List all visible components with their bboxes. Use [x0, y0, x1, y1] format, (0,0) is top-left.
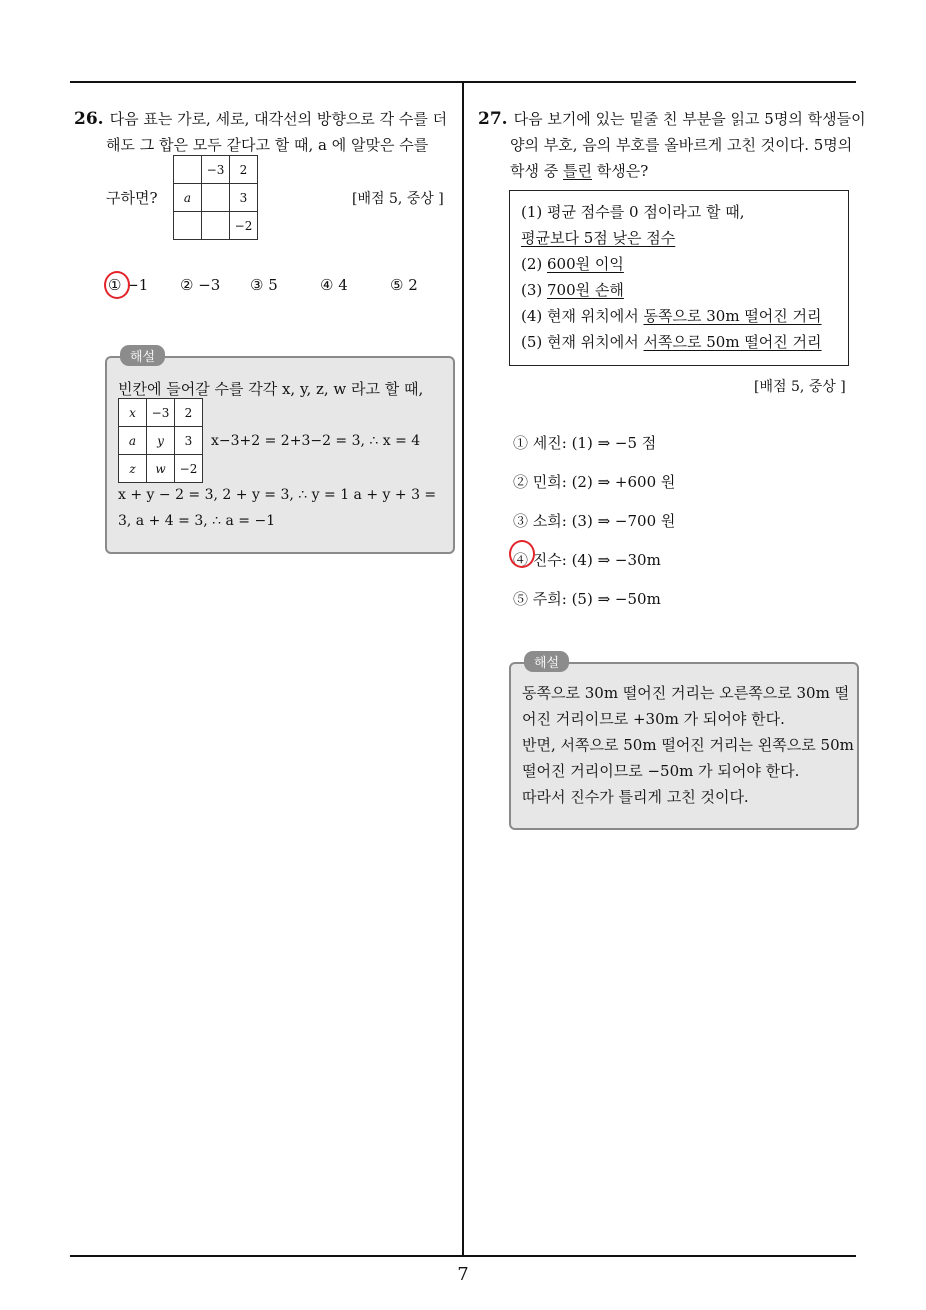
q26-score-meta: [배점 5, 중상 ]: [352, 191, 444, 207]
box-line5a: (4) 현재 위치에서: [521, 307, 644, 325]
q27-text-wrong: 틀린: [563, 162, 592, 180]
q26-solution-tag: 해설: [120, 345, 165, 366]
q26-cell: [174, 156, 202, 184]
answer-mark-circle: [104, 271, 130, 299]
q26-grid: [173, 155, 258, 240]
q26-cell: 2: [230, 156, 258, 184]
q26-text-line3: 구하면?: [106, 189, 158, 207]
sol-cell: y: [147, 427, 175, 455]
sol-cell: x: [119, 399, 147, 427]
q27-solution-line: 어진 거리이므로 +30m 가 되어야 한다.: [522, 710, 785, 728]
q27-solution-line: 떨어진 거리이므로 −50m 가 되어야 한다.: [522, 762, 800, 780]
sol-cell: z: [119, 455, 147, 483]
q27-text-line1: 다음 보기에 있는 밑줄 친 부분을 읽고 5명의 학생들이: [513, 110, 866, 128]
q26-cell: 3: [230, 184, 258, 212]
box-line3u: 600원 이익: [547, 255, 624, 273]
sol-cell: 3: [175, 427, 203, 455]
box-line4u: 700원 손해: [547, 281, 624, 299]
q27-choice-1[interactable]: ① 세진: (1) ⇒ −5 점: [513, 434, 657, 452]
box-line2: 평균보다 5점 낮은 점수: [521, 229, 676, 247]
q26-stem: [74, 106, 456, 158]
sol-cell: w: [147, 455, 175, 483]
q26-solution-line2: x + y − 2 = 3, 2 + y = 3, ∴ y = 1 a + y + 3 =: [118, 487, 437, 503]
q27-text-line2: 양의 부호, 음의 부호를 올바르게 고친 것이다. 5명의: [510, 136, 853, 154]
box-line4a: (3): [521, 281, 548, 299]
q27-choice-3[interactable]: ③ 소희: (3) ⇒ −700 원: [513, 512, 676, 530]
q26-cell: a: [174, 184, 202, 212]
q26-solution-grid: [118, 398, 203, 483]
q26-cell: −3: [202, 156, 230, 184]
bottom-rule: [70, 1255, 856, 1257]
q26-choices: [108, 272, 458, 298]
q26-cell: [202, 184, 230, 212]
q27-solution-tag: 해설: [524, 651, 569, 672]
q26-cell: [202, 212, 230, 240]
q26-choice-3[interactable]: ③ 5: [250, 276, 278, 294]
answer-mark-circle: [509, 540, 535, 568]
q27-choice-2[interactable]: ② 민희: (2) ⇒ +600 원: [513, 473, 676, 491]
box-line5u: 동쪽으로 30m 떨어진 거리: [643, 307, 822, 325]
q27-stem: [478, 106, 866, 184]
box-line3a: (2): [521, 255, 548, 273]
q26-text-line1: 다음 표는 가로, 세로, 대각선의 방향으로 각 수를 더: [109, 110, 448, 128]
q26-cell: [174, 212, 202, 240]
sol-cell: a: [119, 427, 147, 455]
q27-number: 27.: [478, 109, 508, 129]
q27-choice-5[interactable]: ⑤ 주희: (5) ⇒ −50m: [513, 590, 661, 608]
q27-choice-4[interactable]: ④ 진수: (4) ⇒ −30m: [513, 551, 661, 569]
page-number: 7: [457, 1264, 469, 1285]
q26-choice-5[interactable]: ⑤ 2: [390, 276, 418, 294]
q27-solution-line: 반면, 서쪽으로 50m 떨어진 거리는 왼쪽으로 50m: [522, 736, 854, 754]
q26-choice-4[interactable]: ④ 4: [320, 276, 348, 294]
q27-score-meta: [배점 5, 중상 ]: [754, 379, 846, 395]
q27-example-content: [521, 199, 841, 355]
sol-cell: −3: [147, 399, 175, 427]
q27-text-line3a: 학생 중: [510, 162, 564, 180]
q26-solution-line1: 빈칸에 들어갈 수를 각각 x, y, z, w 라고 할 때,: [118, 380, 424, 398]
q27-text-line3b: 학생은?: [592, 162, 649, 180]
box-line6u: 서쪽으로 50m 떨어진 거리: [643, 333, 822, 351]
column-divider: [462, 81, 464, 1257]
box-line1: (1) 평균 점수를 0 점이라고 할 때,: [521, 203, 745, 221]
q27-choices: [513, 424, 853, 619]
q26-text-line2: 해도 그 합은 모두 같다고 할 때, a 에 알맞은 수를: [106, 136, 429, 154]
q26-choice-2[interactable]: ② −3: [180, 276, 221, 294]
box-line6a: (5) 현재 위치에서: [521, 333, 644, 351]
sol-cell: 2: [175, 399, 203, 427]
sol-cell: −2: [175, 455, 203, 483]
q26-cell: −2: [230, 212, 258, 240]
q27-solution-line: 동쪽으로 30m 떨어진 거리는 오른쪽으로 30m 떨: [522, 684, 850, 702]
q26-solution-line3: 3, a + 4 = 3, ∴ a = −1: [118, 513, 276, 529]
q26-choice-1[interactable]: ① −1: [108, 276, 149, 294]
q26-solution-eq1: x−3+2 = 2+3−2 = 3, ∴ x = 4: [211, 433, 421, 449]
q27-solution-text: [522, 680, 852, 810]
q26-number: 26.: [74, 109, 104, 129]
q27-solution-line: 따라서 진수가 틀리게 고친 것이다.: [522, 788, 749, 806]
